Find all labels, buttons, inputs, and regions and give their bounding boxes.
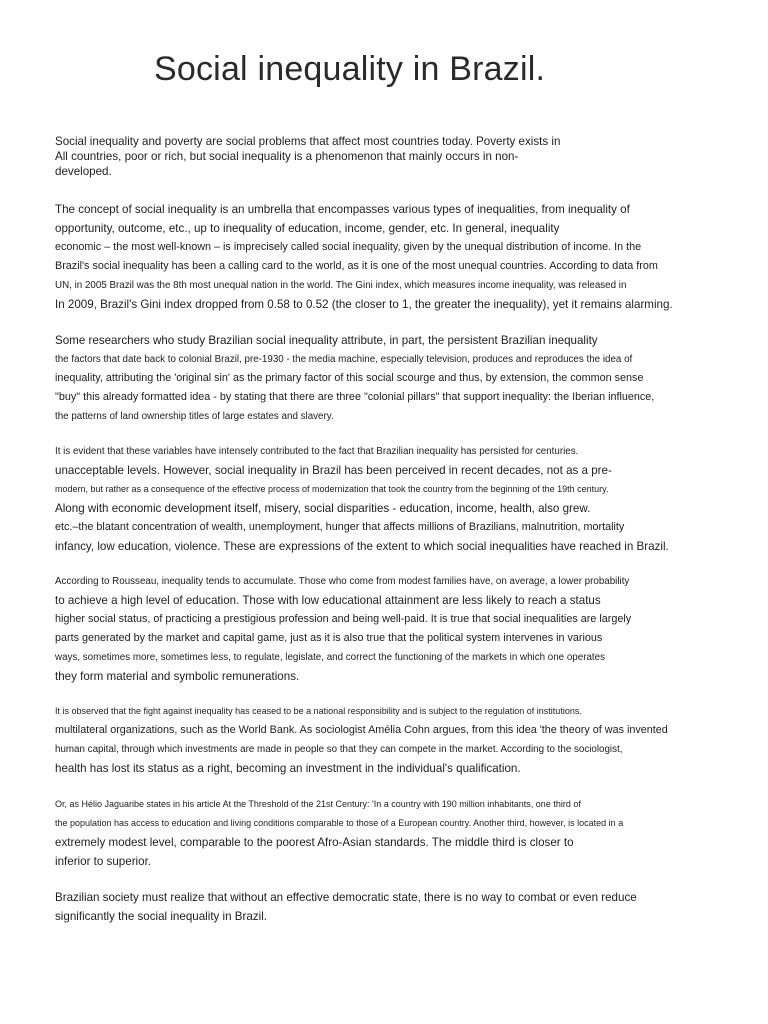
paragraph-conclusion xyxy=(55,888,735,926)
paragraph-jaguaribe xyxy=(55,795,735,871)
paragraph-line: the population has access to education and living conditions comparable to those of a European country. Another third, however, is located in a xyxy=(55,818,624,828)
paragraph-line: opportunity, outcome, etc., up to inequality of education, income, gender, etc. In general, inequality xyxy=(55,222,560,235)
paragraph-line: to achieve a high level of education. Those with low educational attainment are less likely to reach a status xyxy=(55,594,601,607)
paragraph-line: According to Rousseau, inequality tends to accumulate. Those who come from modest families have, on average, a lower probability xyxy=(55,576,630,587)
paragraph-line: human capital, through which investments are made in people so that they can compete in the market. According to the sociologist, xyxy=(55,744,623,755)
paragraph-line: extremely modest level, comparable to the poorest Afro-Asian standards. The middle third is closer to xyxy=(55,836,574,849)
paragraph-line: health has lost its status as a right, becoming an investment in the individual's qualification. xyxy=(55,762,521,775)
paragraph-line: It is evident that these variables have intensely contributed to the fact that Brazilian inequality has persisted for centuries. xyxy=(55,446,579,457)
paragraph-line: Social inequality and poverty are social problems that affect most countries today. Poverty exists in xyxy=(55,135,561,148)
paragraph-intro xyxy=(55,134,735,179)
paragraph-line: It is observed that the fight against inequality has ceased to be a national responsibility and is subject to the regulation of institutions. xyxy=(55,706,582,716)
paragraph-rousseau xyxy=(55,572,735,686)
paragraph-line: Or, as Hélio Jaguaribe states in his article At the Threshold of the 21st Century: 'In a country with 190 million inhabitants, one third of xyxy=(55,799,581,809)
paragraph-line: infancy, low education, violence. These are expressions of the extent to which social inequalities have reached in Brazil. xyxy=(55,540,669,553)
paragraph-line: Along with economic development itself, misery, social disparities - education, income, health, also grew. xyxy=(55,502,591,515)
paragraph-concept xyxy=(55,200,735,314)
paragraph-line: Brazil's social inequality has been a calling card to the world, as it is one of the most unequal countries. According to data from xyxy=(55,260,658,272)
paragraph-line: modern, but rather as a consequence of the effective process of modernization that took the country from the beginning of the 19th century. xyxy=(55,484,609,494)
paragraph-line: In 2009, Brazil's Gini index dropped from 0.58 to 0.52 (the closer to 1, the greater the inequality), yet it remains alarming. xyxy=(55,298,673,311)
paragraph-institutions xyxy=(55,702,735,778)
paragraph-line: they form material and symbolic remunerations. xyxy=(55,670,300,683)
paragraph-line: parts generated by the market and capital game, just as it is also true that the political system intervenes in various xyxy=(55,632,603,644)
paragraph-line: unacceptable levels. However, social inequality in Brazil has been perceived in recent decades, not as a pre- xyxy=(55,464,612,477)
paragraph-line: economic – the most well-known – is imprecisely called social inequality, given by the unequal distribution of income. In the xyxy=(55,241,642,253)
paragraph-line: Some researchers who study Brazilian social inequality attribute, in part, the persistent Brazilian inequality xyxy=(55,334,598,347)
paragraph-line: developed. xyxy=(55,165,112,178)
page-title: Social inequality in Brazil. xyxy=(154,50,546,88)
paragraph-line: Brazilian society must realize that without an effective democratic state, there is no way to combat or even reduce xyxy=(55,891,637,904)
paragraph-line: the patterns of land ownership titles of large estates and slavery. xyxy=(55,411,334,422)
paragraph-line: UN, in 2005 Brazil was the 8th most unequal nation in the world. The Gini index, which measures income inequality, was released in xyxy=(55,280,627,291)
paragraph-variables xyxy=(55,442,735,556)
paragraph-line: multilateral organizations, such as the World Bank. As sociologist Amélia Cohn argues, from this idea 'the theory of was invented xyxy=(55,724,668,736)
paragraph-line: "buy" this already formatted idea - by stating that there are three "colonial pillars" that support inequality: the Iberian influence, xyxy=(55,391,655,403)
paragraph-line: the factors that date back to colonial Brazil, pre-1930 - the media machine, especially television, produces and reproduces the idea of xyxy=(55,354,633,365)
paragraph-line: The concept of social inequality is an umbrella that encompasses various types of inequalities, from inequality of xyxy=(55,203,630,216)
paragraph-line: higher social status, of practicing a prestigious profession and being well-paid. It is true that social inequalities are largely xyxy=(55,613,632,625)
paragraph-line: inferior to superior. xyxy=(55,855,152,868)
paragraph-line: inequality, attributing the 'original sin' as the primary factor of this social scourge and thus, by extension, the common sense xyxy=(55,372,644,384)
paragraph-line: ways, sometimes more, sometimes less, to regulate, legislate, and correct the functioning of the markets in which one operates xyxy=(55,652,605,663)
paragraph-researchers xyxy=(55,331,735,426)
paragraph-line: All countries, poor or rich, but social inequality is a phenomenon that mainly occurs in non- xyxy=(55,150,519,163)
paragraph-line: etc.–the blatant concentration of wealth, unemployment, hunger that affects millions of Brazilians, malnutrition, mortality xyxy=(55,521,625,533)
paragraph-line: significantly the social inequality in Brazil. xyxy=(55,910,268,923)
